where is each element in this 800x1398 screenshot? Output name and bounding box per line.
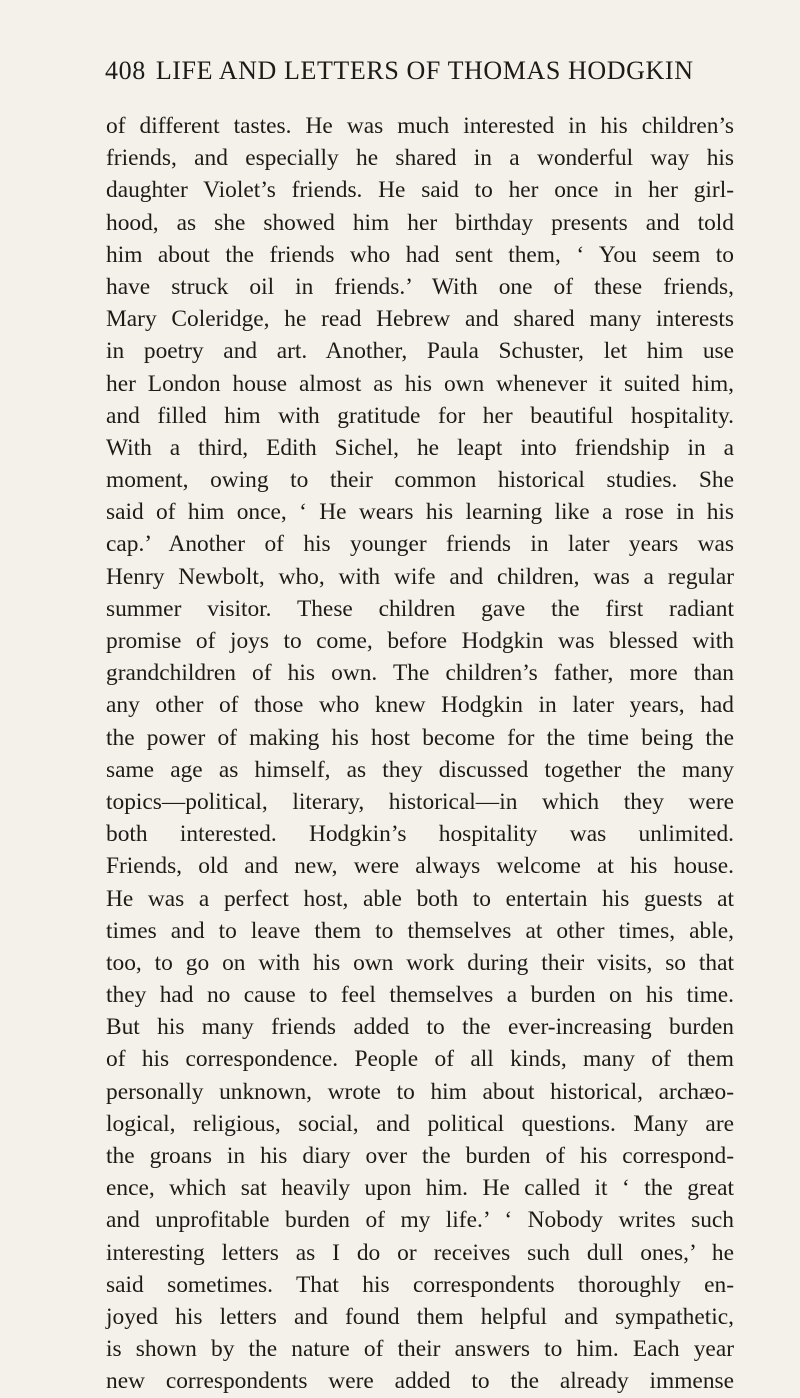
text-line: joyed his letters and found them helpful and sympathetic, [106,1303,734,1330]
text-line: is shown by the nature of their answers to him. Each year [106,1336,734,1363]
text-line: and unprofitable burden of my life.’ ‘ Nobody writes such [106,1207,734,1234]
body-text [106,110,734,1398]
text-line: the power of making his host become for the time being the [106,724,734,751]
text-line: grandchildren of his own. The children’s father, more than [106,660,734,687]
text-line: said sometimes. That his correspondents thoroughly en- [106,1271,734,1298]
text-line: cap.’ Another of his younger friends in later years was [106,531,734,558]
text-line: ence, which sat heavily upon him. He called it ‘ the great [106,1175,734,1202]
text-line: He was a perfect host, able both to entertain his guests at [106,885,734,912]
text-line: daughter Violet’s friends. He said to her once in her girl- [106,177,734,204]
text-line: But his many friends added to the ever-increasing burden [106,1014,734,1041]
text-line: both interested. Hodgkin’s hospitality was unlimited. [106,821,734,848]
text-line: said of him once, ‘ He wears his learning like a rose in his [106,499,734,526]
text-line: With a third, Edith Sichel, he leapt into friendship in a [106,434,734,461]
text-line: Henry Newbolt, who, with wife and children, was a regular [106,563,734,590]
text-line: of his correspondence. People of all kinds, many of them [106,1046,734,1073]
text-line: hood, as she showed him her birthday presents and told [106,209,734,236]
text-line: moment, owing to their common historical studies. She [106,467,734,494]
page-number: 408 [105,56,146,85]
text-line: logical, religious, social, and political questions. Many are [106,1110,734,1137]
text-line: they had no cause to feel themselves a burden on his time. [106,982,734,1009]
text-line: Mary Coleridge, he read Hebrew and shared many interests [106,306,734,333]
text-line: personally unknown, wrote to him about historical, archæo- [106,1078,734,1105]
text-line: in poetry and art. Another, Paula Schuster, let him use [106,338,734,365]
text-line: any other of those who knew Hodgkin in later years, had [106,692,734,719]
text-line: interesting letters as I do or receives such dull ones,’ he [106,1239,734,1266]
running-head [105,58,694,84]
text-line: her London house almost as his own whenever it suited him, [106,370,734,397]
text-line: of different tastes. He was much interested in his children’s [106,113,734,139]
text-line: have struck oil in friends.’ With one of these friends, [106,273,734,300]
text-line: new correspondents were added to the already immense [106,1368,734,1395]
text-line: Friends, old and new, were always welcome at his house. [106,853,734,880]
text-line: promise of joys to come, before Hodgkin was blessed with [106,628,734,654]
text-line: friends, and especially he shared in a wonderful way his [106,145,734,172]
text-line: times and to leave them to themselves at other times, able, [106,917,734,944]
text-line: him about the friends who had sent them, ‘ You seem to [106,241,734,268]
text-line: the groans in his diary over the burden of his correspond- [106,1143,734,1169]
text-line: summer visitor. These children gave the first radiant [106,595,734,622]
running-title: LIFE AND LETTERS OF THOMAS HODGKIN [155,56,694,85]
text-line: same age as himself, as they discussed together the many [106,756,734,783]
text-line: topics—political, literary, historical—in which they were [106,788,734,815]
text-line: too, to go on with his own work during their visits, so that [106,949,734,976]
text-line: and filled him with gratitude for her beautiful hospitality. [106,402,734,429]
